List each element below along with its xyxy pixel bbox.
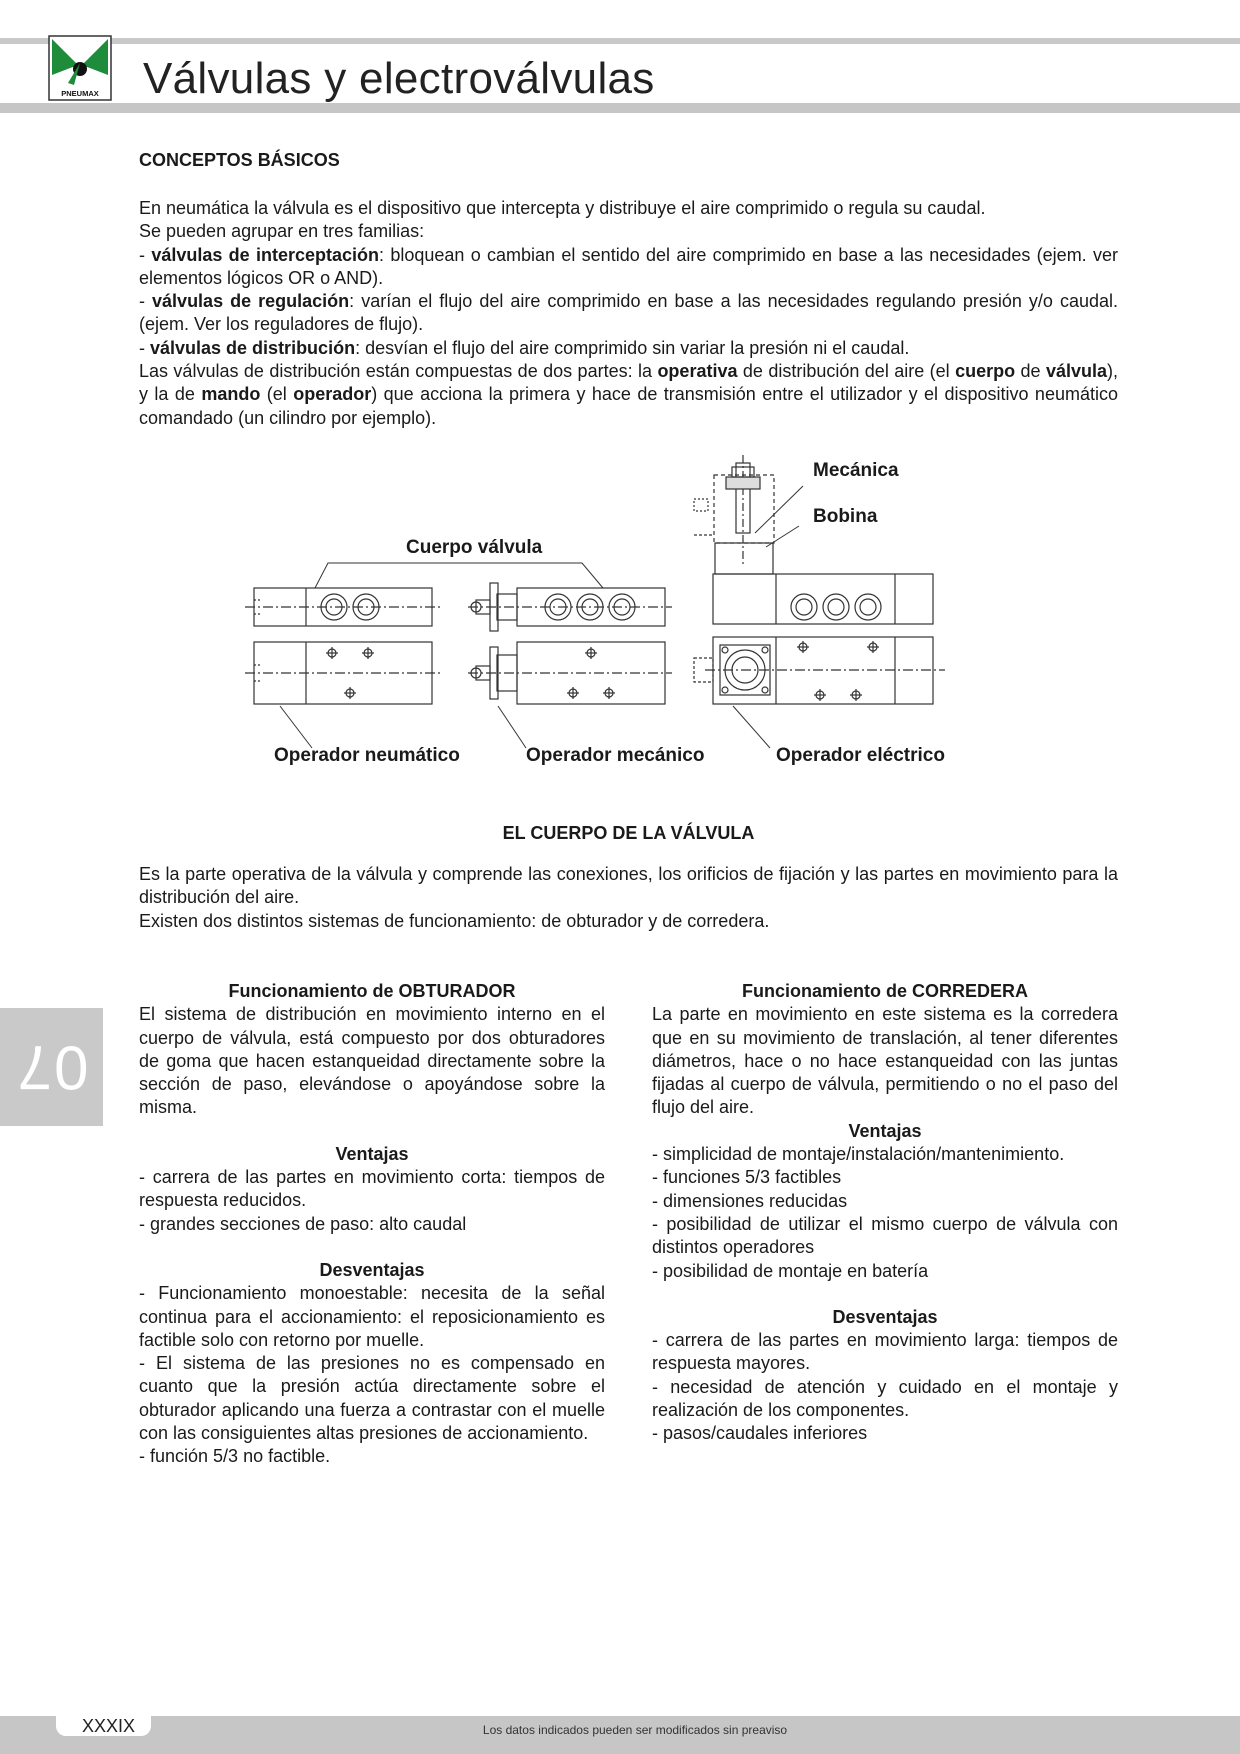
mechanical-valve-side-view	[468, 642, 672, 704]
term-cuerpo: cuerpo	[955, 361, 1016, 382]
text-run: de	[1015, 361, 1046, 382]
definition-distribution: : desvían el flujo del aire comprimido sin variar la presión ni el caudal.	[355, 337, 910, 358]
operating-systems-paragraph: Existen dos distintos sistemas de funcionamiento: de obturador y de corredera.	[139, 910, 770, 931]
definition-regulation: : varían el flujo del aire comprimido en base a las necesidades regulando presión y/o caudal. (ejem. Ver los reguladores de flujo).	[139, 291, 1119, 335]
label-pneumatic-operator: Operador neumático	[274, 745, 460, 766]
term-operativa: operativa	[657, 361, 738, 382]
valve-operators-diagram	[240, 455, 1000, 775]
family-regulation	[139, 290, 1118, 337]
term-mando: mando	[201, 384, 261, 405]
electric-valve-side-view	[694, 637, 945, 704]
poppet-column	[139, 980, 605, 1469]
family-distribution	[139, 337, 1118, 360]
list-item: - función 5/3 no factible.	[139, 1446, 331, 1467]
list-item: - simplicidad de montaje/instalación/mantenimiento.	[652, 1144, 1065, 1165]
term-distribution: válvulas de distribución	[150, 337, 356, 358]
list-item: - grandes secciones de paso: alto caudal	[139, 1213, 467, 1234]
term-regulation: válvulas de regulación	[152, 291, 350, 312]
label-coil: Bobina	[813, 506, 878, 527]
mechanical-valve-top-view	[468, 583, 672, 631]
spool-title: Funcionamiento de CORREDERA	[741, 981, 1028, 1001]
pneumax-logo	[48, 35, 112, 101]
distribution-valve-parts	[139, 360, 1118, 430]
term-operador: operador	[293, 384, 372, 405]
page-title: Válvulas y electroválvulas	[143, 54, 655, 103]
pneumatic-valve-top-view	[245, 588, 440, 626]
chapter-tab	[0, 1008, 103, 1126]
valve-body-paragraph: Es la parte operativa de la válvula y comprende las conexiones, los orificios de fijación y las partes en movimiento para la distribución del aire.	[139, 864, 1118, 908]
poppet-title: Funcionamiento de OBTURADOR	[228, 981, 516, 1001]
text-run: (el	[260, 384, 294, 405]
poppet-advantages-title: Ventajas	[335, 1143, 409, 1164]
term-interception: válvulas de interceptación	[151, 244, 380, 265]
section-title-valve-body: EL CUERPO DE LA VÁLVULA	[502, 823, 755, 843]
list-item: - Funcionamiento monoestable: necesita de la señal continua para el accionamiento: el reposicionamiento es factible solo con retorno por muelle.	[139, 1283, 605, 1350]
valve-body-text	[139, 863, 1118, 933]
definition-interception: : bloquean o cambian el sentido del aire comprimido en base a las necesidades (ejem. ver elementos lógicos OR o AND).	[139, 244, 1118, 288]
page-number: XXXIX	[82, 1716, 136, 1736]
list-item: - pasos/caudales inferiores	[652, 1423, 868, 1444]
list-item: - carrera de las partes en movimiento larga: tiempos de respuesta mayores.	[652, 1330, 1118, 1374]
intro-paragraph: En neumática la válvula es el dispositivo que intercepta y distribuye el aire comprimido o regula su caudal.	[139, 198, 986, 218]
list-dash: -	[139, 244, 152, 265]
text-run: ) que acciona la primera y hace de transmisión entre el utilizador y el dispositivo neumático comandado (un cilindro por ejemplo).	[139, 384, 1118, 428]
list-item: - El sistema de las presiones no es compensado en cuanto que la presión actúa directamente sobre el obturador aplicando una fuerza a contrastar con el muelle con las consiguientes altas presiones de accionamiento.	[139, 1353, 605, 1444]
section-title-basic-concepts: CONCEPTOS BÁSICOS	[139, 150, 340, 170]
list-dash: -	[139, 337, 150, 358]
spool-advantages-title: Ventajas	[848, 1120, 922, 1141]
list-item: - necesidad de atención y cuidado en el montaje y realización de los componentes.	[652, 1376, 1118, 1421]
label-mechanical-override: Mecánica	[813, 460, 899, 481]
spool-description: La parte en movimiento en este sistema es la corredera que en su movimiento de translación, al tener diferentes diámetros, hace o no hace estanqueidad con las juntas fijadas al cuerpo de válvula, permitiendo o no el paso del flujo del aire.	[652, 1004, 1118, 1118]
list-item: - posibilidad de utilizar el mismo cuerpo de válvula con distintos operadores	[652, 1213, 1118, 1258]
list-item: - posibilidad de montaje en batería	[652, 1260, 929, 1281]
family-interception	[139, 244, 1118, 291]
label-mechanical-operator: Operador mecánico	[526, 745, 705, 766]
label-electric-operator: Operador eléctrico	[776, 745, 945, 766]
intro-text	[139, 197, 1118, 430]
footer-disclaimer: Los datos indicados pueden ser modificados sin preaviso	[482, 1723, 788, 1737]
label-valve-body: Cuerpo válvula	[406, 537, 543, 558]
families-intro: Se pueden agrupar en tres familias:	[139, 221, 425, 242]
term-valvula: válvula	[1045, 361, 1107, 382]
poppet-disadvantages-title: Desventajas	[319, 1259, 425, 1280]
list-dash: -	[139, 291, 153, 312]
list-item: - funciones 5/3 factibles	[652, 1167, 842, 1188]
header-top-rule	[0, 38, 1240, 44]
svg-text:PNEUMAX: PNEUMAX	[61, 89, 99, 98]
chapter-number: 07	[15, 1032, 88, 1102]
spool-disadvantages-title: Desventajas	[832, 1306, 938, 1327]
list-item: - dimensiones reducidas	[652, 1190, 848, 1211]
text-run: de distribución del aire (el	[737, 361, 956, 382]
list-item: - carrera de las partes en movimiento corta: tiempos de respuesta reducidos.	[139, 1167, 605, 1211]
pneumatic-valve-side-view	[245, 642, 440, 704]
text-run: Las válvulas de distribución están compuestas de dos partes: la	[139, 361, 658, 382]
spool-column	[652, 980, 1118, 1446]
text-run: ), y la de	[139, 361, 1118, 405]
poppet-description: El sistema de distribución en movimiento interno en el cuerpo de válvula, está compuesto por dos obturadores de goma que hacen estanqueidad directamente sobre la sección de paso, elevándose o apoyándose sobre la misma.	[139, 1004, 605, 1118]
